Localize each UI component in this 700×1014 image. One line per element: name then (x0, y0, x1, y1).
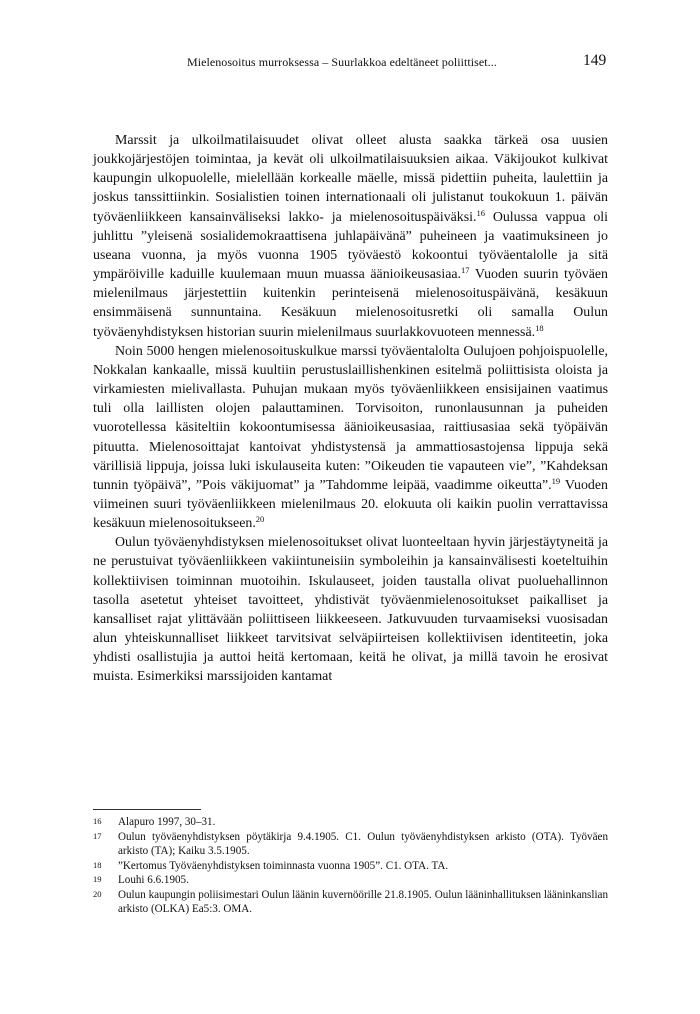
paragraph-text: Vuoden viimeinen suuri työväenliikkeen mielenilmaus 20. elokuuta oli kaikin puolin verrattavissa kesäkuun mielenosoitukseen. (93, 477, 608, 532)
footnote-text: Oulun kaupungin poliisimestari Oulun läänin kuvernöörille 21.8.1905. Oulun lääninhallituksen lääninkanslian arkisto (OLKA) Ea5:3. OMA. (118, 888, 608, 915)
paragraph (93, 131, 608, 342)
paragraph-text: Oulussa vappua oli juhlittu ”yleisenä sosialidemokraattisena juhlapäivänä” puheineen ja vaatimuksineen jo useana vuonna, ja myös vuonna 1905 työväestö kokoontui työväentalolle ja sitä ympäröiville kaduille kuulemaan muun muassa äänioikeusasiaa. (93, 209, 609, 283)
paragraph-text: Vuoden suurin työväen mielenilmaus järjestettiin kuitenkin perinteisenä mielenosoituspäivänä, kesäkuun ensimmäisenä sunnuntaina. Kesäkuun mielenosoitusretki oli samalla Oulun työväenyhdistyksen historian suurin mielenilmaus suurlakkovuoteen mennessä. (93, 267, 608, 340)
footnote-number: 16 (93, 816, 102, 826)
footnote-number: 18 (93, 859, 102, 870)
footnote (93, 830, 608, 859)
paragraph-text: Oulun työväenyhdistyksen mielenosoitukset olivat luonteeltaan hyvin järjestäytyneitä ja ne perustuivat työväenliikkeen vakiintuneisiin symboleihin ja kansainvälisesti koeteltuihin kollektiivisen toiminnan muotoihin. Iskulauseet, joiden taustalla olivat puoluehallinnon tasolla asetetut yhteiset tavoitteet, yhdistivät työväenmielenosoitukset paikalliset ja kansalliset rajat ylittävään poliittiseen liikkeeseen. Jatkuvuuden turvaamiseksi vuosisadan alun yhteiskunnalliset liikkeet tarvitsivat selväpiirteisen kollektiivisen identiteetin, joka yhdisti osallistujia ja auttoi heitä kertomaan, keitä he olivat, ja millä tavoin he erosivat muista. Esimerkiksi marssijoiden kantamat (93, 535, 608, 685)
paragraph (93, 342, 608, 534)
footnote-number: 20 (93, 888, 102, 899)
footnote-ref: 20 (255, 514, 265, 525)
footnote (93, 859, 608, 874)
footnote (93, 815, 608, 830)
footnote-text: Louhi 6.6.1905. (118, 874, 189, 886)
footnote-ref: 18 (535, 322, 544, 333)
footnote-ref: 17 (461, 265, 470, 276)
main-text (93, 131, 608, 687)
footnote (93, 873, 608, 888)
footnote-text: ”Kertomus Työväenyhdistyksen toiminnasta vuonna 1905”. C1. OTA. TA. (118, 859, 449, 872)
paragraph-text: Marssit ja ulkoilmatilaisuudet olivat olleet alusta saakka tärkeä osa uusien joukkojärjestöjen toimintaa, ja kevät oli ulkoilmatilaisuuksien aikaa. Väkijoukot kulkivat kaupungin ulkopuolelle, mielellään korkealle mäelle, missä pidettiin puheita, laulettiin ja joskus tanssittiinkin. Sosialistien toinen internationaali oli julistanut toukokuun 1. päivän työväenliikkeen kansainväliseksi lakko- ja mielenosoituspäiväksi. (93, 133, 608, 225)
footnote-text: Oulun työväenyhdistyksen pöytäkirja 9.4.1905. C1. Oulun työväenyhdistyksen arkisto (OTA). Työväen arkisto (TA); Kaiku 3.5.1905. (118, 830, 608, 857)
page-header (0, 52, 700, 72)
running-title: Mielenosoitus murroksessa – Suurlakkoa edeltäneet poliittiset... (187, 55, 497, 69)
paragraph (93, 533, 608, 686)
footnote-text: Alapuro 1997, 30–31. (118, 816, 216, 828)
footnote-ref: 19 (551, 475, 561, 486)
footnote-number: 19 (93, 874, 102, 884)
footnote (93, 888, 608, 917)
footnote-ref: 16 (476, 207, 485, 218)
footnote-number: 17 (93, 830, 102, 841)
paragraph-text: Noin 5000 hengen mielenosoituskulkue marssi työväentalolta Oulujoen pohjoispuolelle, Nokkalan kankaalle, missä kuultiin perustuslaillishenkinen esitelmä poliittisista oloista ja virkamiesten mielivallasta. Puhujan mukaan myös työväenliikkeen ensisijainen vaatimus tuli olla laillisten olojen palauttaminen. Torvisoiton, runonlausunnan ja puheiden vuorotellessa käsiteltiin kokoontumisessa äänioikeusasiaa, raittiusasiaa sekä työpäivän pituutta. Mielenosoittajat kantoivat yhdistystensä ja ammattiosastojensa lippuja sekä värillisiä lippuja, joissa luki iskulauseita kuten: ”Oikeuden tie vapauteen vie”, ”Kahdeksan tunnin työpäivä”, ”Pois väkijuomat” ja ”Tahdomme leipää, vaadimme oikeutta”. (93, 343, 608, 493)
footnotes (93, 815, 608, 917)
page-number: 149 (583, 52, 607, 69)
footnote-divider (93, 809, 201, 810)
